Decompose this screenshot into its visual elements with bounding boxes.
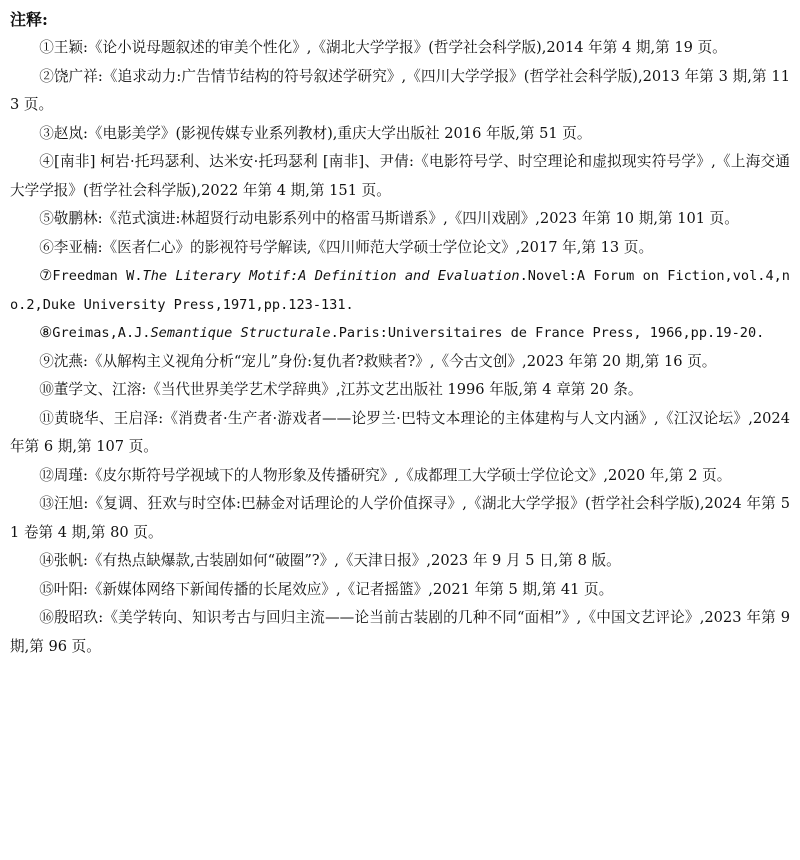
note-text: 黄晓华、王启泽:《消费者·生产者·游戏者——论罗兰·巴特文本理论的主体建构与人文内涵》,《江汉论坛》,2024 年第 6 期,第 107 页。 (10, 409, 790, 455)
note-item (10, 148, 790, 205)
note-number: ⑧ (39, 324, 53, 341)
note-author: Greimas,A.J. (52, 325, 151, 341)
note-text: 赵岚:《电影美学》(影视传媒专业系列教材),重庆大学出版社 2016 年版,第 51 页。 (53, 124, 592, 142)
note-text: 殷昭玖:《美学转向、知识考古与回归主流——论当前古装剧的几种不同“面相”》,《中国文艺评论》,2023 年第 9 期,第 96 页。 (10, 609, 790, 655)
note-number: ⑩ (39, 381, 54, 398)
note-number: ⑯ (39, 609, 54, 626)
note-text: 李亚楠:《医者仁心》的影视符号学解读,《四川师范大学硕士学位论文》,2017 年,第 13 页。 (53, 238, 654, 256)
note-number: ③ (39, 124, 54, 142)
note-text: 张帆:《有热点缺爆款,古装剧如何“破圈”?》,《天津日报》,2023 年 9 月 5 日,第 8 版。 (53, 552, 621, 569)
note-text: 沈燕:《从解构主义视角分析“宠儿”身份:复仇者?救赎者?》,《今古文创》,2023 年第 20 期,第 16 页。 (53, 352, 717, 370)
note-item (10, 490, 790, 547)
note-title-italic: Semantique Structurale (150, 325, 331, 341)
note-number: ⑮ (39, 580, 54, 598)
note-item (10, 205, 790, 234)
notes-heading: 注释: (10, 10, 48, 29)
note-item (10, 319, 790, 348)
note-number: ⑤ (39, 210, 54, 227)
note-item (10, 262, 790, 319)
note-text: 叶阳:《新媒体网络下新闻传播的长尾效应》,《记者摇篮》,2021 年第 5 期,第 41 页。 (53, 580, 614, 598)
note-number: ⑪ (39, 409, 55, 427)
note-item (10, 376, 790, 405)
note-source: .Novel:A Forum on Fiction,vol.4,no.2,Duke University Press,1971,pp.123-131. (10, 268, 790, 313)
note-author: Freedman W. (52, 268, 143, 284)
note-item (10, 405, 790, 462)
note-number: ⑥ (39, 238, 54, 256)
note-number: ⑫ (39, 466, 54, 484)
note-item (10, 604, 790, 661)
note-item (10, 34, 790, 63)
note-item (10, 348, 790, 377)
note-text: 汪旭:《复调、狂欢与时空体:巴赫金对话理论的人学价值探寻》,《湖北大学学报》(哲学社会科学版),2024 年第 51 卷第 4 期,第 80 页。 (10, 495, 790, 541)
note-text: 饶广祥:《追求动力:广告情节结构的符号叙述学研究》,《四川大学学报》(哲学社会科学版),2013 年第 3 期,第 113 页。 (10, 67, 790, 113)
note-item (10, 120, 790, 149)
note-text: 王颖:《论小说母题叙述的审美个性化》,《湖北大学学报》(哲学社会科学版),2014 年第 4 期,第 19 页。 (53, 39, 727, 56)
note-number: ⑨ (39, 352, 54, 370)
note-item (10, 547, 790, 576)
note-text-latin (10, 268, 790, 313)
note-item (10, 63, 790, 120)
note-text: [南非] 柯岩·托玛瑟利、达米安·托玛瑟利 [南非]、尹倩:《电影符号学、时空理论和虚拟现实符号学》,《上海交通大学学报》(哲学社会科学版),2022 年第 4 期,第 151 页。 (10, 153, 790, 199)
note-number: ① (39, 39, 54, 56)
note-text-latin (52, 325, 764, 341)
note-number: ② (39, 67, 54, 85)
note-text: 董学文、江溶:《当代世界美学艺术学辞典》,江苏文艺出版社 1996 年版,第 4 章第 20 条。 (53, 381, 643, 398)
note-number: ④ (39, 153, 55, 170)
notes-list (10, 34, 790, 661)
note-item (10, 234, 790, 263)
note-text: 敬鹏林:《范式演进:林超贤行动电影系列中的格雷马斯谱系》,《四川戏剧》,2023 年第 10 期,第 101 页。 (53, 210, 739, 227)
note-number: ⑭ (39, 552, 54, 569)
note-item (10, 576, 790, 605)
note-source: .Paris:Universitaires de France Press, 1966,pp.19-20. (330, 325, 765, 341)
note-number: ⑬ (39, 495, 54, 512)
note-number: ⑦ (39, 267, 53, 284)
note-title-italic: The Literary Motif:A Definition and Evaluation (142, 268, 520, 284)
note-item (10, 462, 790, 491)
note-text: 周瑾:《皮尔斯符号学视域下的人物形象及传播研究》,《成都理工大学硕士学位论文》,2020 年,第 2 页。 (53, 466, 732, 484)
